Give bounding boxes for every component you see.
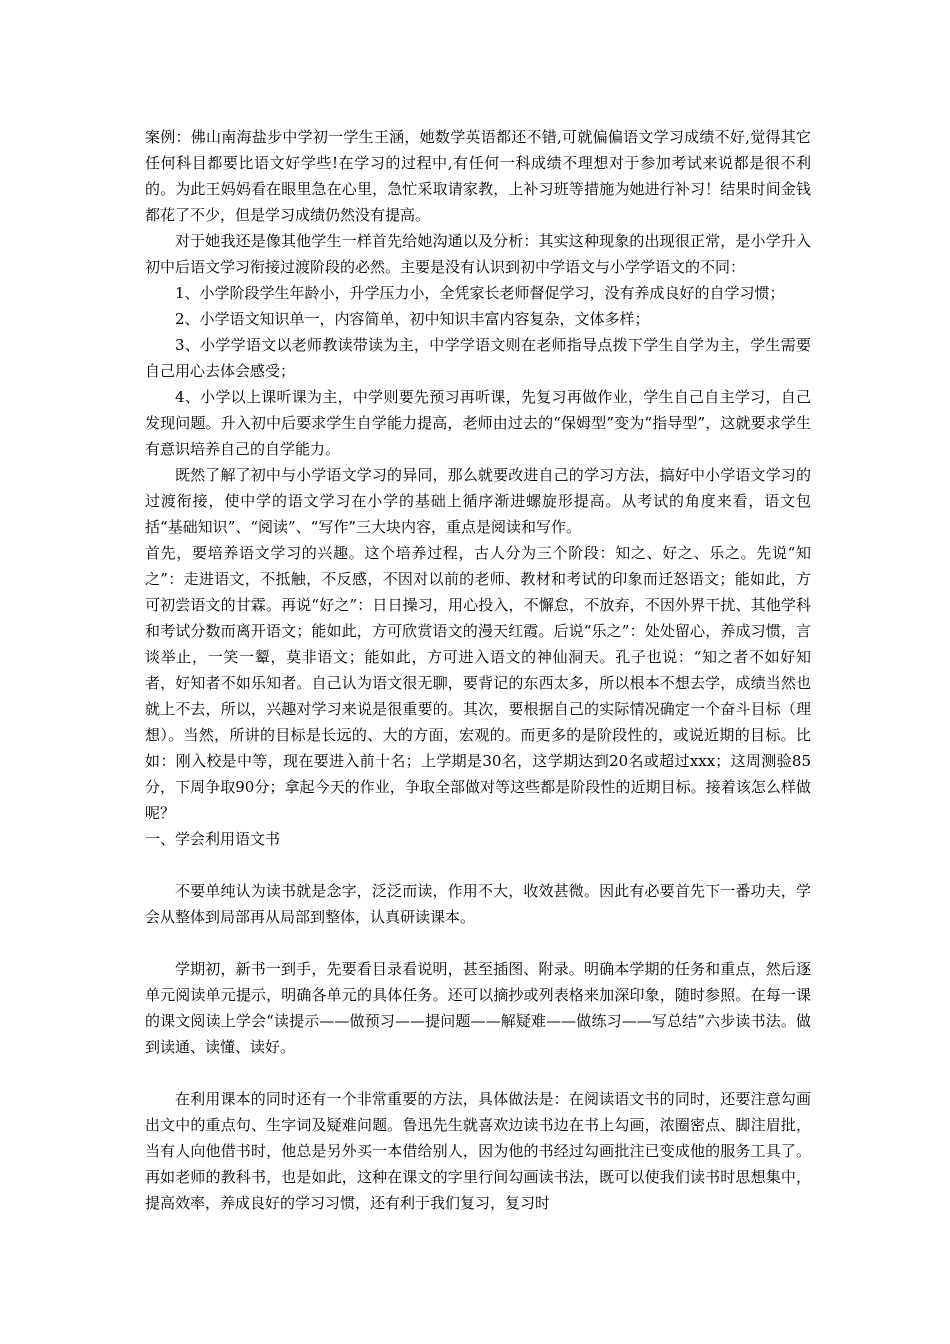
interest-paragraph: 首先，要培养语文学习的兴趣。这个培养过程，古人分为三个阶段：知之、好之、乐之。先说“知之”：走进语文，不抵触，不反感，不因对以前的老师、教材和考试的印象而迁怒语文；能如此，方可初尝语文的甘霖。再说“好之”：日日操习，用心投入，不懈怠，不放弃，不因外界干扰、其他学科和考试分数而离开语文；能如此，方可欣赏语文的漫天红霞。后说“乐之”：处处留心，养成习惯，言谈举止，一笑一颦，莫非语文；能如此，方可进入语文的神仙洞天。孔子也说：“知之者不如好知者，好知者不如乐知者。自己认为语文很无聊，要背记的东西太多，所以根本不想去学，成绩当然也就上不去，所以，兴趣对学习来说是很重要的。其次，要根据自己的实际情况确定一个奋斗目标（理想）。当然，所讲的目标是长远的、大的方面，宏观的。而更多的是阶段性的，或说近期的目标。比如：刚入校是中等，现在要进入前十名；上学期是30名，这学期达到20名或超过xxx；这周测验85分，下周争取90分；拿起今天的作业，争取全部做对等这些都是阶段性的近期目标。接着该怎么样做呢？ xyxy=(145,544,811,822)
difference-item-1: 1、小学阶段学生年龄小，升学压力小，全凭家长老师督促学习，没有养成良好的自学习惯； xyxy=(175,284,785,302)
difference-item-3: 3、小学学语文以老师教读带读为主，中学学语文则在老师指导点拨下学生自学为主，学生需要自己用心去体会感受； xyxy=(145,336,811,380)
document-body xyxy=(145,124,811,1216)
section-heading-1: 一、学会利用语文书 xyxy=(145,830,281,848)
textbook-paragraph-1: 不要单纯认为读书就是念字，泛泛而读，作用不大，收效甚微。因此有必要首先下一番功夫，学会从整体到局部再从局部到整体，认真研读课本。 xyxy=(145,882,811,926)
case-paragraph: 案例：佛山南海盐步中学初一学生王涵，她数学英语都还不错,可就偏偏语文学习成绩不好,觉得其它任何科目都要比语文好学些!在学习的过程中,有任何一科成绩不理想对于参加考试来说都是很不利的。为此王妈妈看在眼里急在心里，急忙采取请家教，上补习班等措施为她进行补习！结果时间金钱都花了不少，但是学习成绩仍然没有提高。 xyxy=(145,128,811,224)
analysis-paragraph: 对于她我还是像其他学生一样首先给她沟通以及分析：其实这种现象的出现很正常，是小学升入初中后语文学习衔接过渡阶段的必然。主要是没有认识到初中学语文与小学学语文的不同： xyxy=(145,232,811,276)
difference-item-4: 4、小学以上课听课为主，中学则要先预习再听课，先复习再做作业，学生自己自主学习，自己发现问题。升入初中后要求学生自学能力提高，老师由过去的“保姆型”变为“指导型”，这就要求学生有意识培养自己的自学能力。 xyxy=(145,388,811,458)
textbook-paragraph-2: 学期初，新书一到手，先要看目录看说明，甚至插图、附录。明确本学期的任务和重点，然后逐单元阅读单元提示，明确各单元的具体任务。还可以摘抄或列表格来加深印象，随时参照。在每一课的课文阅读上学会“读提示——做预习——提问题——解疑难——做练习——写总结”六步读书法。做到读通、读懂、读好。 xyxy=(145,960,811,1056)
method-paragraph: 既然了解了初中与小学语文学习的异同，那么就要改进自己的学习方法，搞好中小学语文学习的过渡衔接，使中学的语文学习在小学的基础上循序渐进螺旋形提高。从考试的角度来看，语文包括“基础知识”、“阅读”、“写作”三大块内容，重点是阅读和写作。 xyxy=(145,466,811,536)
textbook-paragraph-3: 在利用课本的同时还有一个非常重要的方法，具体做法是：在阅读语文书的同时，还要注意勾画出文中的重点句、生字词及疑难问题。鲁迅先生就喜欢边读书边在书上勾画，浓圈密点、脚注眉批，当有人向他借书时，他总是另外买一本借给别人，因为他的书经过勾画批注已变成他的服务工具了。再如老师的教科书，也是如此，这种在课文的字里行间勾画读书法，既可以使我们读书时思想集中，提高效率，养成良好的学习习惯，还有利于我们复习，复习时 xyxy=(145,1090,811,1212)
difference-item-2: 2、小学语文知识单一，内容简单，初中知识丰富内容复杂，文体多样； xyxy=(175,310,650,328)
